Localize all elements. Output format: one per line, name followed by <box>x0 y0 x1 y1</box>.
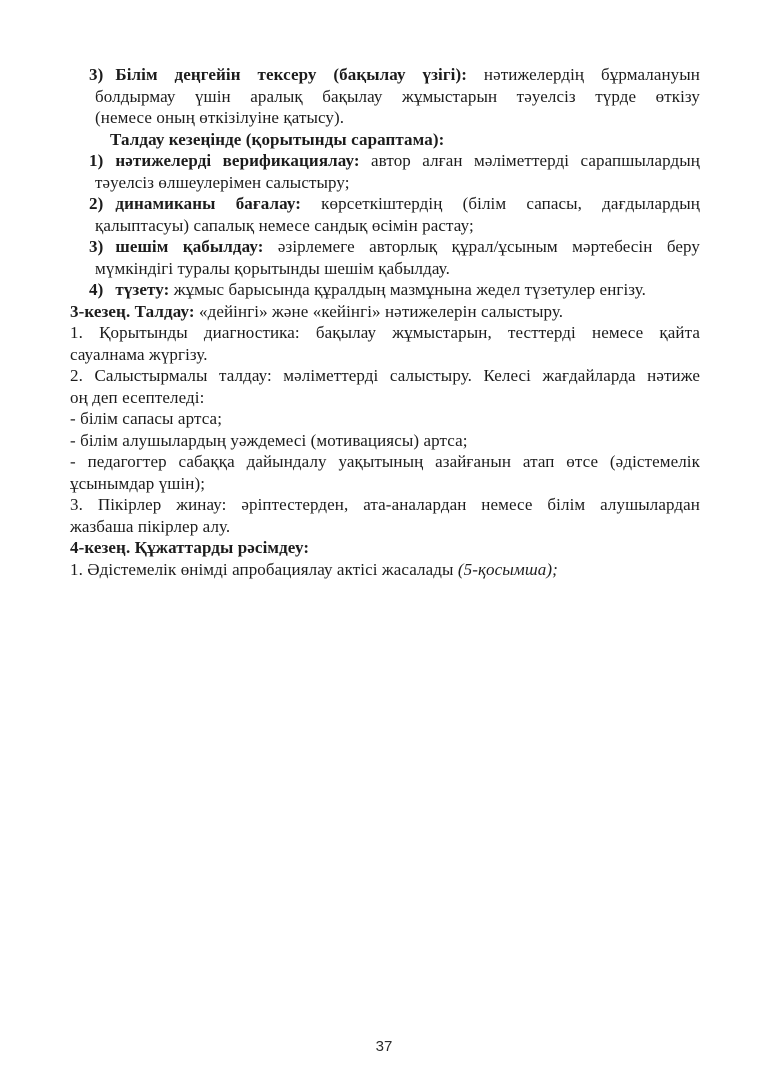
paragraph <box>70 408 700 430</box>
text-segment: 1. Әдістемелік өнімді апробациялау актісі жасалады <box>70 559 458 579</box>
paragraph <box>70 451 700 494</box>
text-line <box>70 193 700 215</box>
text-line <box>70 430 700 452</box>
text-segment: нәтижелердің бұрмалануын <box>467 65 700 84</box>
list-number: 3) <box>89 237 104 256</box>
text-line <box>70 344 700 366</box>
text-line <box>70 258 700 280</box>
text-line <box>70 559 700 581</box>
text-segment: (немесе оның өткізілуіне қатысу). <box>95 108 345 127</box>
text-line <box>70 150 700 172</box>
text-segment: - педагогтер сабаққа дайындалу уақытының азайғанын атап өтсе (әдістемелік <box>70 452 700 471</box>
paragraph <box>70 279 700 301</box>
text-line <box>70 516 700 538</box>
text-line <box>70 172 700 194</box>
text-segment: түзету: <box>115 280 170 299</box>
text-line <box>70 322 700 344</box>
text-segment: әзірлемеге авторлық құрал/ұсыным мәртебесін беру <box>263 237 700 256</box>
text-line <box>70 301 700 323</box>
list-number: 3) <box>89 65 104 84</box>
text-line <box>70 451 700 473</box>
text-segment: нәтижелерді верификациялау: <box>115 151 360 170</box>
text-segment: «дейінгі» және «кейінгі» нәтижелерін салыстыру. <box>194 301 564 321</box>
text-line <box>70 279 700 301</box>
page-number: 37 <box>375 1038 393 1055</box>
text-segment: 3. Пікірлер жинау: әріптестерден, ата-аналардан немесе білім алушылардан <box>70 495 700 514</box>
paragraph <box>70 150 700 193</box>
text-segment: 3-кезең. Талдау: <box>70 301 195 321</box>
text-segment: тәуелсіз өлшеулерімен салыстыру; <box>95 172 350 192</box>
text-line <box>70 473 700 495</box>
text-segment: сауалнама жүргізу. <box>70 344 208 364</box>
text-segment: 2. Салыстырмалы талдау: мәліметтерді салыстыру. Келесі жағдайларда нәтиже <box>70 366 700 385</box>
text-line <box>70 494 700 516</box>
paragraph <box>70 64 700 129</box>
text-line <box>70 236 700 258</box>
text-line <box>70 408 700 430</box>
text-segment: жазбаша пікірлер алу. <box>70 516 231 536</box>
text-segment: - білім сапасы артса; <box>70 409 223 428</box>
text-segment: болдырмау үшін аралық бақылау жұмыстарын тәуелсіз түрде өткізу <box>95 86 700 106</box>
text-segment: динамиканы бағалау: <box>115 194 301 213</box>
text-line <box>70 215 700 237</box>
text-segment: (5-қосымша); <box>457 559 558 579</box>
paragraph <box>70 537 700 559</box>
text-line <box>70 64 700 86</box>
paragraph <box>70 430 700 452</box>
text-segment: 4-кезең. Құжаттарды рәсімдеу: <box>70 538 310 557</box>
list-number: 1) <box>89 151 104 170</box>
text-segment: Білім деңгейін тексеру (бақылау үзігі): <box>115 65 468 84</box>
text-line <box>70 537 700 559</box>
paragraph <box>70 236 700 279</box>
text-segment: 1. Қорытынды диагностика: бақылау жұмыстарын, тесттерді немесе қайта <box>70 323 700 342</box>
text-segment: жұмыс барысында құралдың мазмұнына жедел түзетулер енгізу. <box>169 280 647 299</box>
text-line <box>70 129 700 151</box>
paragraph <box>70 193 700 236</box>
text-segment: автор алған мәліметтерді сарапшылардың <box>359 151 700 170</box>
text-segment: - білім алушылардың уәждемесі (мотивациясы) артса; <box>70 430 468 450</box>
text-segment: ұсынымдар үшін); <box>70 473 206 493</box>
paragraph <box>70 129 700 151</box>
document-body <box>70 64 700 580</box>
list-number: 2) <box>89 194 104 213</box>
text-segment: қалыптасуы) сапалық немесе сандық өсімін растау; <box>95 215 474 235</box>
text-line <box>70 107 700 129</box>
text-segment: шешім қабылдау: <box>115 237 264 256</box>
text-line <box>70 365 700 387</box>
paragraph <box>70 322 700 365</box>
text-segment: оң деп есептеледі: <box>70 387 205 407</box>
paragraph <box>70 494 700 537</box>
text-segment: мүмкіндігі туралы қорытынды шешім қабылдау. <box>95 258 450 278</box>
paragraph <box>70 559 700 581</box>
paragraph <box>70 301 700 323</box>
text-line <box>70 86 700 108</box>
text-segment: Талдау кезеңінде (қорытынды сараптама): <box>110 129 445 149</box>
paragraph <box>70 365 700 408</box>
list-number: 4) <box>89 280 104 299</box>
text-segment: көрсеткіштердің (білім сапасы, дағдылардың <box>301 194 700 213</box>
text-line <box>70 387 700 409</box>
